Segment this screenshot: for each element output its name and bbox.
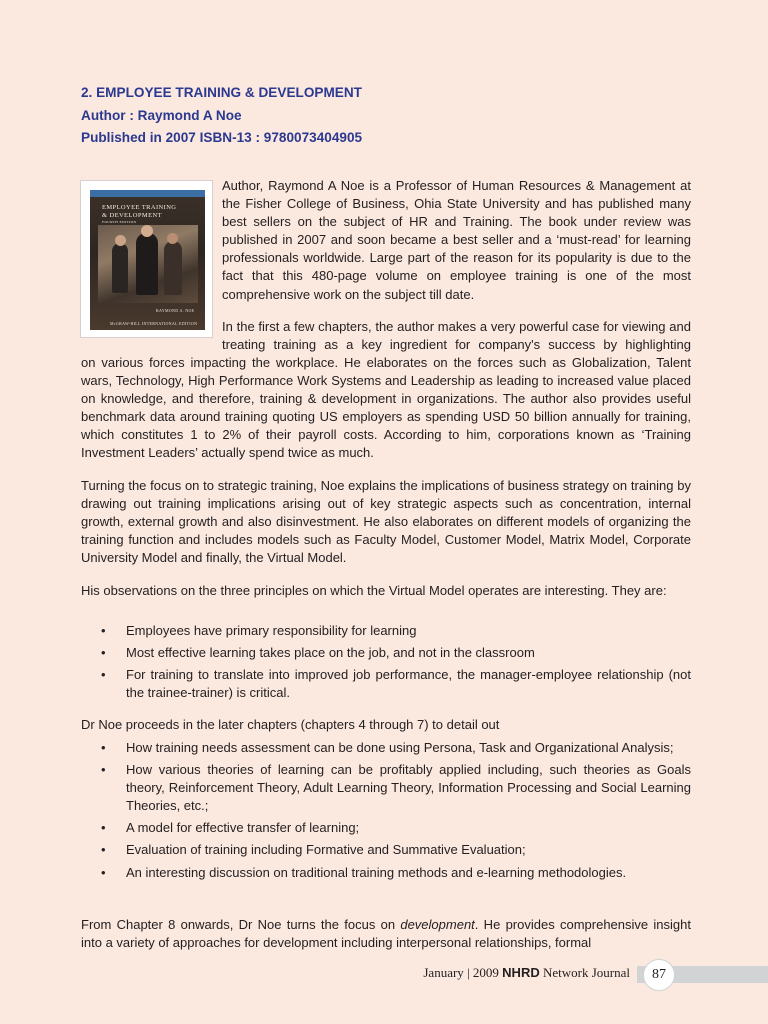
list-item: • An interesting discussion on traditional training methods and e-learning methodologies.: [81, 864, 691, 882]
book-cover-image: [80, 180, 213, 338]
cover-photo: [98, 225, 198, 303]
footer-journal: Network Journal: [542, 965, 630, 980]
paragraph-development: From Chapter 8 onwards, Dr Noe turns the focus on development. He provides comprehensive insight into a variety of approaches for development including interpersonal relationships, formal: [81, 917, 691, 951]
paragraph-virtual-model: His observations on the three principles on which the Virtual Model operates are interesting. They are:: [81, 583, 667, 598]
cover-title: [102, 204, 202, 225]
article-title: 2. EMPLOYEE TRAINING & DEVELOPMENT: [81, 85, 362, 100]
footer-brand: NHRD: [502, 965, 540, 980]
cover-top-bar: [90, 190, 205, 197]
bullet-icon: •: [101, 667, 106, 683]
cover-author: RAYMOND A. NOE: [156, 308, 195, 313]
cover-title-line2: & DEVELOPMENT: [102, 212, 162, 219]
bullet-icon: •: [101, 645, 106, 661]
list-item: • Evaluation of training including Formative and Summative Evaluation;: [81, 841, 691, 859]
cover-edition: McGRAW-HILL INTERNATIONAL EDITION: [110, 321, 198, 326]
footer-journal-info: [423, 965, 630, 981]
article-author: Author : Raymond A Noe: [81, 107, 242, 123]
cover-title-line1: EMPLOYEE TRAINING: [102, 204, 177, 211]
list-chapter-topics: [81, 739, 691, 886]
cover-edition-small: FOURTH EDITION: [102, 220, 137, 224]
list-item: • A model for effective transfer of learning;: [81, 819, 691, 837]
list-virtual-model-principles: [81, 622, 691, 706]
article-published: Published in 2007 ISBN-13 : 9780073404905: [81, 130, 363, 145]
list-item: • Most effective learning takes place on the job, and not in the classroom: [81, 644, 691, 662]
footer-year: 2009: [472, 965, 499, 980]
list-item: • Employees have primary responsibility for learning: [81, 622, 691, 640]
bullet-icon: •: [101, 842, 106, 858]
article-heading: [81, 82, 362, 150]
page-number: 87: [643, 959, 675, 991]
paragraph-author-bio: Author, Raymond A Noe is a Professor of Human Resources & Management at the Fisher College of Business, Ohia State University and has published many best sellers on the subject of HR and Training. The book under review was published in 2007 and soon became a best seller and a ‘must-read’ for learning professionals worldwide. Large part of the reason for its popularity is due to the fact that this 480-page volume on employee training is one of the most comprehensive work on the subject till date.: [222, 178, 691, 302]
bullet-icon: •: [101, 820, 106, 836]
bullet-icon: •: [101, 623, 106, 638]
paragraph-later-chapters: Dr Noe proceeds in the later chapters (chapters 4 through 7) to detail out: [81, 717, 500, 732]
footer-month: January: [423, 965, 464, 980]
list-item: • How various theories of learning can be profitably applied including, such theories as Goals theory, Reinforcement Theory, Adult Learning Theory, Information Processing and Social Learning Theories, etc.;: [101, 762, 691, 814]
paragraph-intro-part2: on various forces impacting the workplace. He elaborates on the forces such as Globalization, Talent wars, Technology, High Performance Work Systems and Leadership as leading to increased value placed on knowledge, and therefore, training & development in organizations. The author also provides useful benchmark data around training quoting US employers as spending USD 50 billion annually for training, which constitutes 1 to 2% of their payroll costs. According to him, corporations known as ‘Training Investment Leaders’ actually spend twice as much.: [81, 355, 691, 461]
paragraph-strategic-training: Turning the focus on to strategic training, Noe explains the implications of business strategy on training by drawing out training implications arising out of key strategic aspects such as concentration, internal growth, external growth and also disinvestment. He also elaborates on different models of organizing the training function and includes models such as Faculty Model, Customer Model, Matrix Model, Corporate University Model and finally, the Virtual Model.: [81, 478, 691, 566]
page-footer: [0, 958, 768, 992]
bullet-icon: •: [101, 864, 106, 880]
bullet-icon: •: [101, 740, 106, 755]
bullet-icon: •: [101, 762, 106, 778]
list-item: • How training needs assessment can be done using Persona, Task and Organizational Analysis;: [81, 739, 691, 757]
paragraph-intro-part1: In the first a few chapters, the author makes a very powerful case for viewing and treating training as a key ingredient for company's success by highlighting: [222, 319, 691, 353]
book-cover: [90, 190, 205, 330]
list-item: • For training to translate into improved job performance, the manager-employee relationship (not the trainee-trainer) is critical.: [101, 667, 691, 701]
footer-separator: |: [467, 965, 470, 980]
